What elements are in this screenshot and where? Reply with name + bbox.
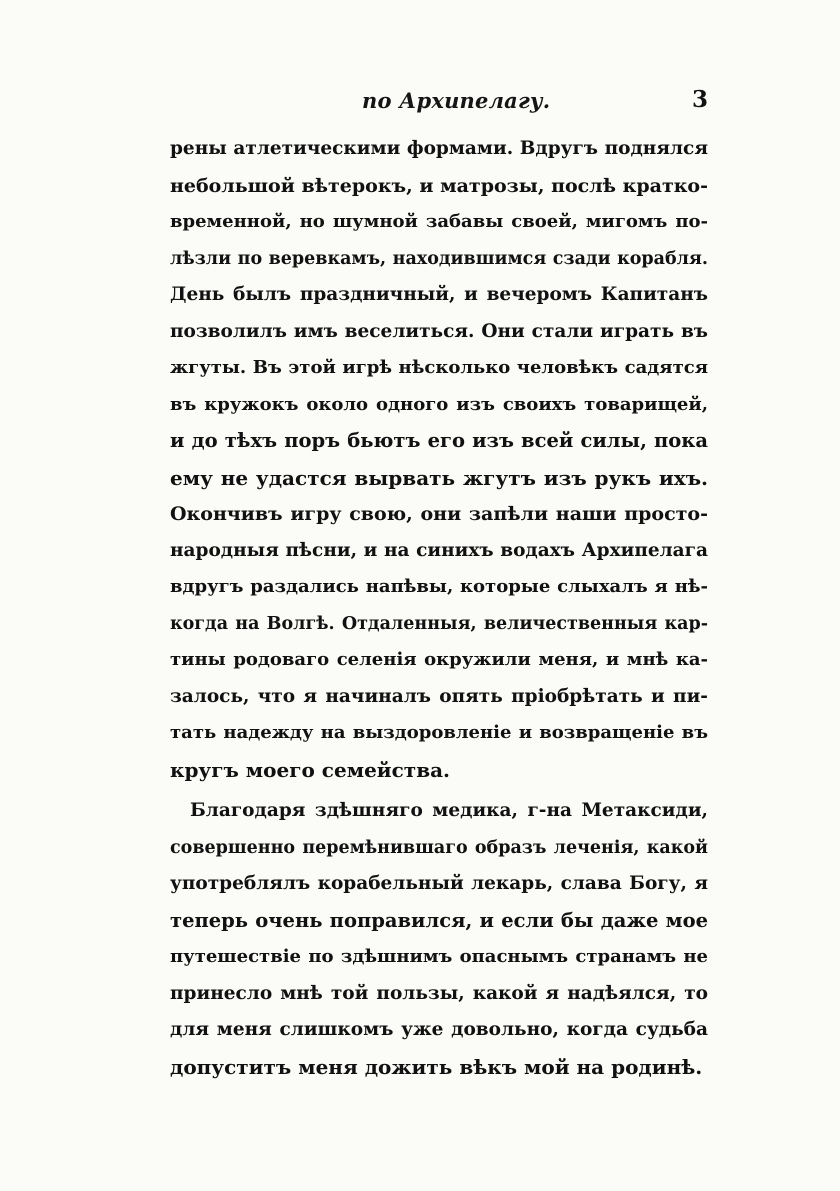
text-line: рены атлетическими формами. Вдругъ поднялся: [170, 138, 708, 159]
text-line: ему не удастся вырвать жгутъ изъ рукъ ихъ.: [170, 465, 708, 490]
page-header: [170, 88, 708, 122]
text-line: вдругъ раздались напѣвы, которые слыхалъ я нѣ-: [170, 576, 708, 597]
text-line: Благодаря здѣшняго медика, г-на Метаксиди,: [190, 800, 708, 821]
text-line: залось, что я начиналъ опять пріобрѣтать и пи-: [170, 685, 708, 707]
text-line: позволилъ имъ веселиться. Они стали играть въ: [170, 320, 708, 342]
text-line: принесло мнѣ той пользы, какой я надѣялся, то: [170, 982, 708, 1004]
text-line: Окончивъ игру свою, они запѣли наши просто-: [170, 503, 708, 525]
text-line: допуститъ меня дожить вѣкъ мой на родинѣ.: [170, 1054, 703, 1079]
body-text: [170, 131, 708, 1085]
paragraph-1: [170, 131, 708, 788]
text-line: тать надежду на выздоровленіе и возвращеніе въ: [170, 722, 708, 743]
text-line: День былъ праздничный, и вечеромъ Капитанъ: [170, 284, 708, 305]
running-title: по Архипелагу.: [362, 88, 551, 113]
paragraph-2: [170, 793, 708, 1085]
text-line: тины родоваго селенія окружили меня, и мнѣ ка-: [170, 649, 708, 670]
text-line: кругъ моего семейства.: [170, 757, 451, 782]
text-line: путешествіе по здѣшнимъ опаснымъ странамъ не: [170, 946, 708, 967]
text-line: народныя пѣсни, и на синихъ водахъ Архипелага: [170, 539, 708, 561]
text-line: для меня слишкомъ уже довольно, когда судьба: [170, 1019, 708, 1040]
text-line: когда на Волгѣ. Отдаленныя, величественныя кар-: [170, 613, 708, 634]
text-line: жгуты. Въ этой игрѣ нѣсколько человѣкъ садятся: [170, 357, 708, 378]
text-line: совершенно перемѣнившаго образъ леченія, какой: [170, 837, 708, 858]
text-line: въ кружокъ около одного изъ своихъ товарищей,: [170, 393, 708, 415]
text-line: употреблялъ корабельный лекарь, слава Богу, я: [170, 873, 708, 894]
text-line: небольшой вѣтерокъ, и матрозы, послѣ кратко-: [170, 174, 708, 197]
text-line: лѣзли по веревкамъ, находившимся сзади корабля.: [170, 248, 708, 269]
text-line: теперь очень поправился, и если бы даже мое: [170, 908, 708, 932]
page-number: 3: [691, 86, 708, 113]
text-line: и до тѣхъ поръ бьютъ его изъ всей силы, пока: [170, 429, 708, 452]
text-line: временной, но шумной забавы своей, мигомъ по-: [170, 211, 708, 232]
